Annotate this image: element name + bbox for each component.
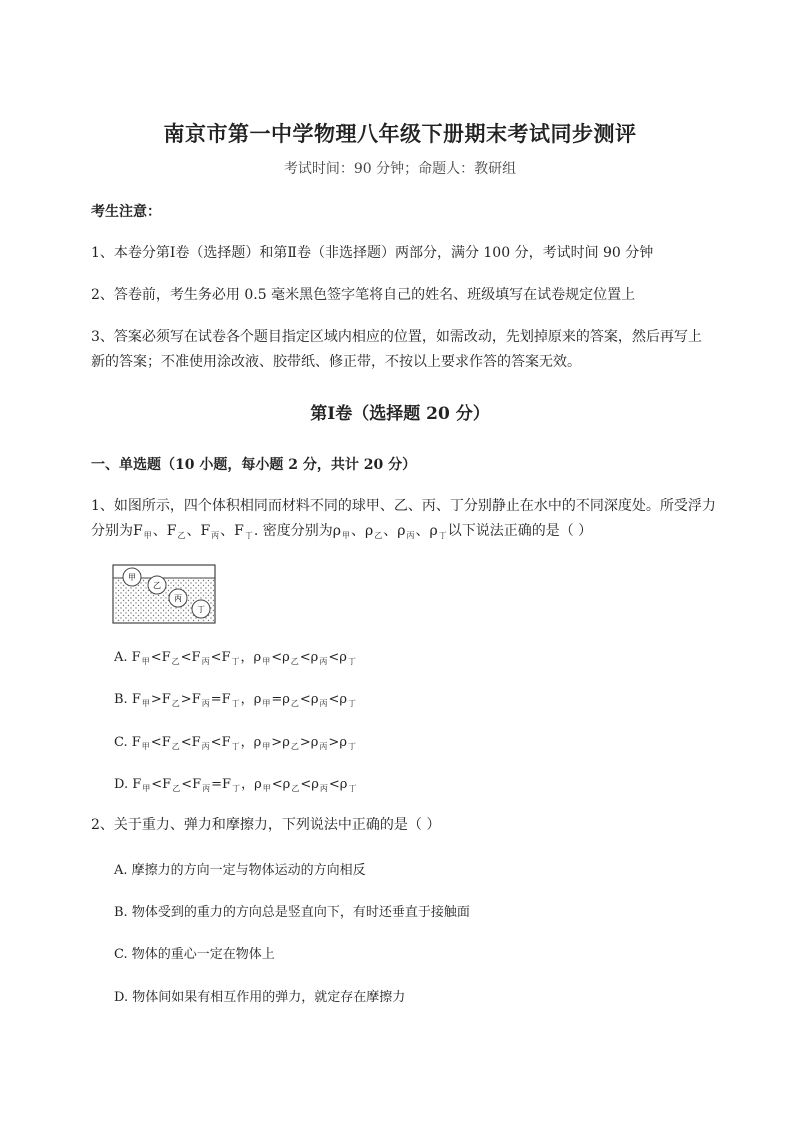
svg-text:乙: 乙	[153, 581, 161, 590]
q2-option-d[interactable]: D. 物体间如果有相互作用的弹力，就定存在摩擦力	[114, 990, 406, 1005]
exam-title: 南京市第一中学物理八年级下册期末考试同步测评	[163, 121, 637, 146]
q1-option-d[interactable]: D. $F_甲<F_乙<F_丙=F_丁$，$\rho_甲<\rho_乙<\rho_丙<\rho_丁$	[114, 777, 357, 793]
q1-rho-乙: $\rho_乙$	[365, 523, 383, 540]
ball-甲	[123, 568, 141, 586]
q2-option-b[interactable]: B. 物体受到的重力的方向总是竖直向下，有时还垂直于接触面	[114, 905, 470, 920]
q2-option-c[interactable]: C. 物体的重心一定在物体上	[114, 947, 275, 962]
question-1-stem: 1、如图所示，四个体积相同而材料不同的球甲、乙、丙、丁分别静止在水中的不同深度处。所受浮力分别为$F_甲$、$F_乙$、$F_丙$、$F_丁$. 密度分别为$\rho_甲$、$\rho_乙$、$\rho_丙$、$\rho_丁$以下说法正确的是（ ）	[91, 498, 716, 540]
q1-stem-text-c: 以下说法正确的是（ ）	[447, 523, 593, 539]
q1-F-丁: $F_丁$	[234, 523, 253, 540]
q1-option-b[interactable]: B. $F_甲>F_乙>F_丙=F_丁$，$\rho_甲=\rho_乙<\rho_丙<\rho_丁$	[114, 692, 357, 708]
exam-subtitle: 考试时间：90 分钟；命题人：教研组	[283, 161, 517, 177]
q1-rho-丙: $\rho_丙$	[397, 523, 415, 540]
q1-F-甲: $F_甲$	[133, 523, 152, 540]
ball-乙	[148, 576, 166, 594]
q1-stem-text-a: 1、如图所示，四个体积相同而材料不同的球甲、乙、丙、丁分别静止在水中的不同深度处。所受浮力分别为	[91, 498, 716, 539]
ball-丁	[192, 600, 210, 618]
svg-text:丁: 丁	[197, 605, 205, 614]
q1-stem-text-b: . 密度分别为	[253, 523, 333, 539]
q1-rho-丁: $\rho_丁$	[429, 523, 447, 540]
svg-text:丙: 丙	[174, 594, 182, 603]
q2-option-a[interactable]: A. 摩擦力的方向一定与物体运动的方向相反	[114, 863, 366, 878]
q1-F-乙: $F_乙$	[166, 523, 186, 540]
note-item-2: 2、答卷前，考生务必用 0.5 毫米黑色签字笔将自己的姓名、班级填写在试卷规定位置上	[91, 287, 636, 303]
q1-F-丙: $F_丙$	[200, 523, 220, 540]
part-heading: 一、单选题（10 小题，每小题 2 分，共计 20 分）	[91, 457, 417, 473]
section-title: 第Ⅰ卷（选择题 20 分）	[310, 404, 490, 424]
ball-丙	[169, 589, 187, 607]
balls-in-water-figure	[112, 564, 216, 624]
q1-option-a[interactable]: A. $F_甲<F_乙<F_丙<F_丁$，$\rho_甲<\rho_乙<\rho_丙<\rho_丁$	[114, 650, 356, 666]
question-2-stem: 2、关于重力、弹力和摩擦力，下列说法中正确的是（ ）	[91, 817, 441, 833]
svg-text:甲: 甲	[128, 573, 136, 582]
note-item-3: 3、答案必须写在试卷各个题目指定区域内相应的位置，如需改动，先划掉原来的答案，然后再写上新的答案；不准使用涂改液、胶带纸、修正带，不按以上要求作答的答案无效。	[91, 329, 702, 370]
q1-option-c[interactable]: C. $F_甲<F_乙<F_丙<F_丁$，$\rho_甲>\rho_乙>\rho_丙>\rho_丁$	[114, 735, 356, 751]
note-item-1: 1、本卷分第Ⅰ卷（选择题）和第Ⅱ卷（非选择题）两部分，满分 100 分，考试时间 90 分钟	[91, 245, 654, 261]
q1-rho-甲: $\rho_甲$	[332, 523, 351, 540]
notes-heading: 考生注意：	[91, 204, 161, 220]
